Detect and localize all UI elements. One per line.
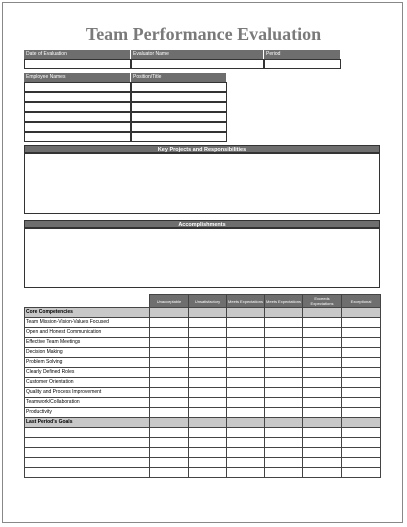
rating-cell[interactable] bbox=[342, 458, 381, 468]
competency-label: Teamwork/Collaboration bbox=[25, 398, 150, 408]
competency-label: Team Mission-Vision-Values Focused bbox=[25, 318, 150, 328]
evaluator-name-label: Evaluator Name bbox=[131, 50, 264, 59]
employee-row bbox=[24, 122, 227, 132]
employee-row bbox=[24, 132, 227, 142]
rating-cell[interactable] bbox=[342, 378, 381, 388]
employee-names-label: Employee Names bbox=[24, 73, 131, 82]
core-competencies-heading: Core Competencies bbox=[25, 308, 150, 318]
rating-cell[interactable] bbox=[342, 398, 381, 408]
position-title-field[interactable] bbox=[131, 122, 227, 132]
position-title-field[interactable] bbox=[131, 102, 227, 112]
top-fields-inputs bbox=[24, 59, 341, 69]
goal-row bbox=[25, 468, 381, 478]
goal-row bbox=[25, 428, 381, 438]
rating-cell[interactable] bbox=[189, 388, 227, 398]
rating-cell[interactable] bbox=[303, 438, 342, 448]
rating-header: Unacceptable bbox=[150, 295, 189, 308]
period-field[interactable] bbox=[264, 59, 341, 69]
goal-row bbox=[25, 438, 381, 448]
rating-cell[interactable] bbox=[189, 378, 227, 388]
date-of-evaluation-field[interactable] bbox=[24, 59, 131, 69]
rating-cell[interactable] bbox=[265, 438, 303, 448]
competency-row bbox=[25, 398, 381, 408]
goal-field bbox=[25, 468, 150, 478]
employee-name-field[interactable] bbox=[24, 122, 131, 132]
rating-cell[interactable] bbox=[265, 368, 303, 378]
rating-cell[interactable] bbox=[227, 338, 265, 348]
page-title: Team Performance Evaluation bbox=[85, 24, 322, 44]
rating-cell[interactable] bbox=[342, 418, 381, 428]
position-title-field[interactable] bbox=[131, 132, 227, 142]
competency-label: Effective Team Meetings bbox=[25, 338, 150, 348]
rating-cell[interactable] bbox=[150, 318, 189, 328]
rating-cell[interactable] bbox=[189, 458, 227, 468]
rating-cell[interactable] bbox=[150, 418, 189, 428]
rating-cell[interactable] bbox=[342, 428, 381, 438]
employee-name-field[interactable] bbox=[24, 112, 131, 122]
rating-cell[interactable] bbox=[342, 318, 381, 328]
employee-row bbox=[24, 82, 227, 92]
rating-cell[interactable] bbox=[342, 468, 381, 478]
rating-cell[interactable] bbox=[303, 388, 342, 398]
rating-cell[interactable] bbox=[342, 448, 381, 458]
rating-cell[interactable] bbox=[303, 468, 342, 478]
competency-label: Decision Making bbox=[25, 348, 150, 358]
rating-cell[interactable] bbox=[150, 328, 189, 338]
rating-cell[interactable] bbox=[189, 358, 227, 368]
rating-cell[interactable] bbox=[150, 308, 189, 318]
competency-label: Problem Solving bbox=[25, 358, 150, 368]
rating-cell[interactable] bbox=[303, 378, 342, 388]
rating-cell[interactable] bbox=[150, 368, 189, 378]
rating-cell[interactable] bbox=[227, 328, 265, 338]
rating-cell[interactable] bbox=[303, 358, 342, 368]
rating-cell[interactable] bbox=[303, 348, 342, 358]
rating-cell[interactable] bbox=[227, 468, 265, 478]
rating-cell[interactable] bbox=[342, 438, 381, 448]
rating-cell[interactable] bbox=[265, 318, 303, 328]
rating-cell[interactable] bbox=[189, 348, 227, 358]
rating-cell[interactable] bbox=[265, 448, 303, 458]
position-title-label: Position/Title bbox=[131, 73, 227, 82]
rating-cell[interactable] bbox=[303, 418, 342, 428]
rating-cell[interactable] bbox=[227, 318, 265, 328]
rating-cell[interactable] bbox=[150, 448, 189, 458]
competency-row bbox=[25, 408, 381, 418]
competency-row bbox=[25, 348, 381, 358]
rating-cell[interactable] bbox=[303, 458, 342, 468]
rating-cell[interactable] bbox=[227, 348, 265, 358]
competency-row bbox=[25, 358, 381, 368]
rating-cell[interactable] bbox=[265, 358, 303, 368]
rating-cell[interactable] bbox=[227, 368, 265, 378]
employee-header bbox=[24, 73, 227, 82]
top-fields-header bbox=[24, 50, 341, 59]
rating-header: Meets Expectations bbox=[227, 295, 265, 308]
rating-cell[interactable] bbox=[265, 338, 303, 348]
rating-cell[interactable] bbox=[342, 348, 381, 358]
rating-cell[interactable] bbox=[150, 438, 189, 448]
key-projects-field[interactable] bbox=[24, 153, 380, 214]
rating-cell[interactable] bbox=[150, 408, 189, 418]
rating-cell[interactable] bbox=[265, 378, 303, 388]
rating-cell[interactable] bbox=[227, 358, 265, 368]
rating-cell[interactable] bbox=[342, 338, 381, 348]
rating-cell[interactable] bbox=[189, 318, 227, 328]
rating-header: Exceptional bbox=[342, 295, 381, 308]
employee-row bbox=[24, 92, 227, 102]
rating-cell[interactable] bbox=[265, 388, 303, 398]
employee-name-field[interactable] bbox=[24, 82, 131, 92]
employee-name-field[interactable] bbox=[24, 92, 131, 102]
rating-cell[interactable] bbox=[189, 328, 227, 338]
rating-cell[interactable] bbox=[189, 338, 227, 348]
period-label: Period bbox=[264, 50, 341, 59]
rating-cell[interactable] bbox=[227, 378, 265, 388]
date-of-evaluation-label: Date of Evaluation bbox=[24, 50, 131, 59]
goal-field bbox=[25, 448, 150, 458]
rating-cell[interactable] bbox=[150, 338, 189, 348]
rating-cell[interactable] bbox=[265, 418, 303, 428]
rating-cell[interactable] bbox=[227, 458, 265, 468]
rating-cell[interactable] bbox=[342, 328, 381, 338]
employee-name-field[interactable] bbox=[24, 102, 131, 112]
competency-row bbox=[25, 318, 381, 328]
rating-cell[interactable] bbox=[189, 398, 227, 408]
rating-cell[interactable] bbox=[342, 368, 381, 378]
rating-cell[interactable] bbox=[189, 408, 227, 418]
section-row bbox=[25, 418, 381, 428]
rating-cell[interactable] bbox=[265, 308, 303, 318]
rating-cell[interactable] bbox=[227, 408, 265, 418]
rating-cell[interactable] bbox=[265, 468, 303, 478]
competency-label: Open and Honest Communication bbox=[25, 328, 150, 338]
rating-cell[interactable] bbox=[150, 398, 189, 408]
rating-header: Meets Expectations bbox=[265, 295, 303, 308]
evaluator-name-field[interactable] bbox=[131, 59, 264, 69]
goal-field bbox=[25, 458, 150, 468]
rating-cell[interactable] bbox=[342, 388, 381, 398]
rating-cell[interactable] bbox=[342, 308, 381, 318]
rating-cell[interactable] bbox=[150, 388, 189, 398]
competency-rating-table bbox=[24, 294, 381, 478]
goal-row bbox=[25, 458, 381, 468]
rating-cell[interactable] bbox=[303, 368, 342, 378]
key-projects-title: Key Projects and Responsibilities bbox=[24, 145, 380, 153]
goal-field bbox=[25, 438, 150, 448]
rating-cell[interactable] bbox=[150, 378, 189, 388]
employee-row bbox=[24, 112, 227, 122]
rating-cell[interactable] bbox=[303, 428, 342, 438]
competency-row bbox=[25, 388, 381, 398]
rating-cell[interactable] bbox=[303, 448, 342, 458]
rating-cell[interactable] bbox=[227, 428, 265, 438]
rating-cell[interactable] bbox=[189, 428, 227, 438]
position-title-field[interactable] bbox=[131, 82, 227, 92]
rating-cell[interactable] bbox=[265, 398, 303, 408]
rating-cell[interactable] bbox=[303, 398, 342, 408]
rating-cell[interactable] bbox=[342, 358, 381, 368]
last-period-goals-heading: Last Period's Goals bbox=[25, 418, 150, 428]
rating-cell[interactable] bbox=[227, 388, 265, 398]
competency-label: Quality and Process Improvement bbox=[25, 388, 150, 398]
employee-name-field[interactable] bbox=[24, 132, 131, 142]
accomplishments-field[interactable] bbox=[24, 228, 380, 288]
position-title-field[interactable] bbox=[131, 112, 227, 122]
employee-row bbox=[24, 102, 227, 112]
rating-cell[interactable] bbox=[227, 398, 265, 408]
rating-header-row bbox=[25, 295, 381, 308]
rating-cell[interactable] bbox=[342, 408, 381, 418]
rating-cell[interactable] bbox=[150, 348, 189, 358]
rating-cell[interactable] bbox=[150, 468, 189, 478]
rating-header: Exceeds Expectations bbox=[303, 295, 342, 308]
rating-cell[interactable] bbox=[189, 448, 227, 458]
rating-cell[interactable] bbox=[189, 468, 227, 478]
rating-cell[interactable] bbox=[189, 308, 227, 318]
competency-row bbox=[25, 378, 381, 388]
rating-cell[interactable] bbox=[189, 368, 227, 378]
rating-cell[interactable] bbox=[227, 418, 265, 428]
rating-cell[interactable] bbox=[303, 318, 342, 328]
rating-cell[interactable] bbox=[265, 458, 303, 468]
competency-label: Productivity bbox=[25, 408, 150, 418]
competency-row bbox=[25, 368, 381, 378]
rating-cell[interactable] bbox=[227, 438, 265, 448]
rating-cell[interactable] bbox=[265, 328, 303, 338]
goal-row bbox=[25, 448, 381, 458]
rating-cell[interactable] bbox=[150, 458, 189, 468]
rating-cell[interactable] bbox=[265, 408, 303, 418]
rating-header: Unsatisfactory bbox=[189, 295, 227, 308]
competency-label: Clearly Defined Roles bbox=[25, 368, 150, 378]
competency-row bbox=[25, 338, 381, 348]
header-corner bbox=[25, 295, 150, 308]
rating-cell[interactable] bbox=[189, 418, 227, 428]
accomplishments-title: Accomplishments bbox=[24, 220, 380, 228]
rating-cell[interactable] bbox=[303, 328, 342, 338]
rating-cell[interactable] bbox=[227, 308, 265, 318]
position-title-field[interactable] bbox=[131, 92, 227, 102]
rating-cell[interactable] bbox=[303, 308, 342, 318]
rating-cell[interactable] bbox=[265, 428, 303, 438]
rating-cell[interactable] bbox=[150, 358, 189, 368]
rating-cell[interactable] bbox=[189, 438, 227, 448]
rating-cell[interactable] bbox=[303, 408, 342, 418]
competency-row bbox=[25, 328, 381, 338]
competency-label: Customer Orientation bbox=[25, 378, 150, 388]
goal-field bbox=[25, 428, 150, 438]
rating-cell[interactable] bbox=[303, 338, 342, 348]
section-row bbox=[25, 308, 381, 318]
rating-cell[interactable] bbox=[150, 428, 189, 438]
rating-cell[interactable] bbox=[265, 348, 303, 358]
rating-cell[interactable] bbox=[227, 448, 265, 458]
